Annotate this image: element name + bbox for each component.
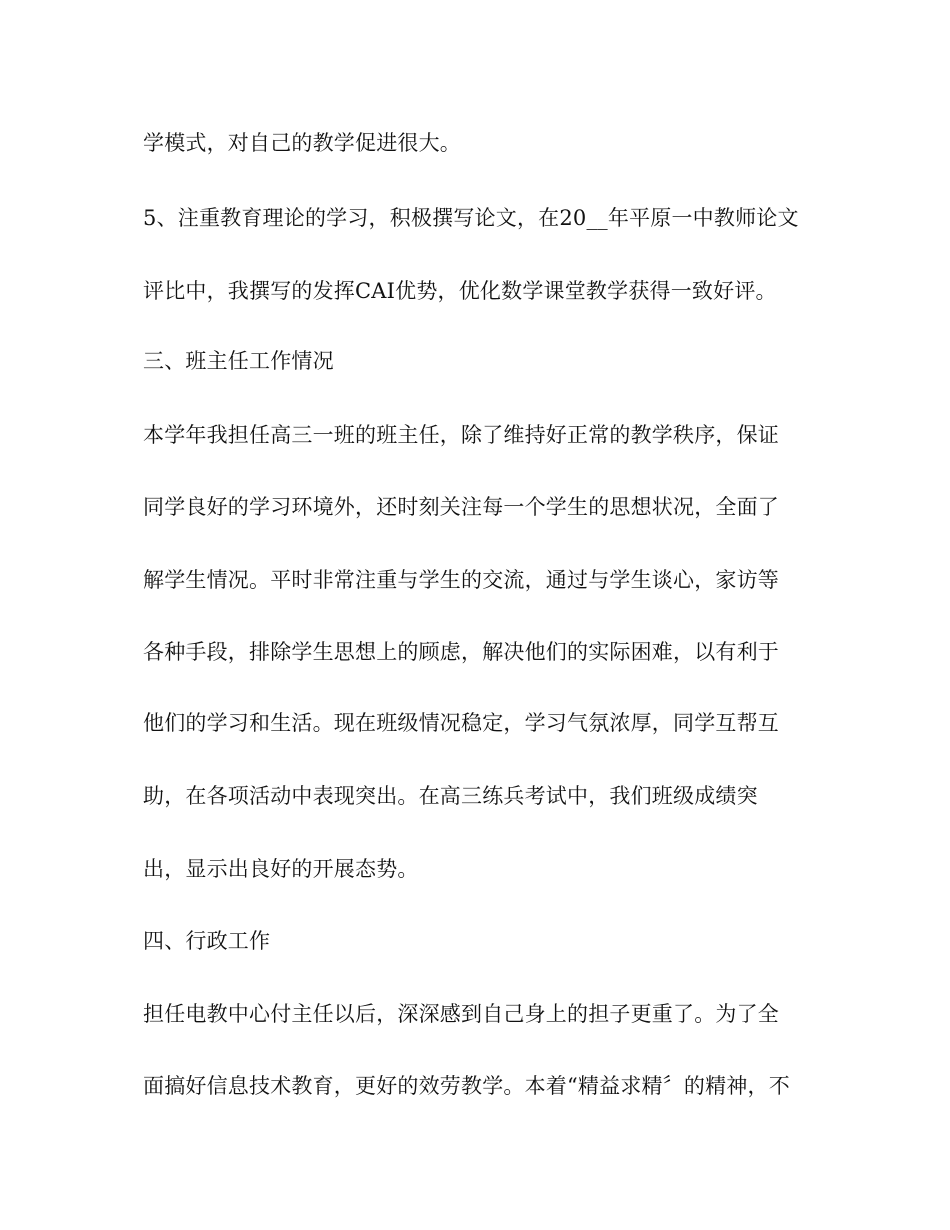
text-line: 出，显示出良好的开展态势。 <box>143 857 419 881</box>
text-line: 各种手段，排除学生思想上的顾虑，解决他们的实际困难，以有利于 <box>143 640 779 664</box>
text-line: 解学生情况。平时非常注重与学生的交流，通过与学生谈心，家访等 <box>143 568 779 592</box>
section-heading: 三、班主任工作情况 <box>143 349 334 373</box>
text-line: 面搞好信息技术教育，更好的效劳教学。本着“精益求精〞的精神，不 <box>143 1074 790 1098</box>
text-line: 评比中，我撰写的发挥CAI优势，优化数学课堂教学获得一致好评。 <box>143 279 777 303</box>
text-line: 本学年我担任高三一班的班主任，除了维持好正常的教学秩序，保证 <box>143 423 779 447</box>
text-line: 5、注重教育理论的学习，积极撰写论文，在20__年平原一中教师论文 <box>143 206 799 230</box>
text-line: 担任电教中心付主任以后，深深感到自己身上的担子更重了。为了全 <box>143 1002 779 1026</box>
text-line: 他们的学习和生活。现在班级情况稳定，学习气氛浓厚，同学互帮互 <box>143 711 779 735</box>
text-line: 学模式，对自己的教学促进很大。 <box>143 131 461 155</box>
text-line: 助，在各项活动中表现突出。在高三练兵考试中，我们班级成绩突 <box>143 784 758 808</box>
section-heading: 四、行政工作 <box>143 929 271 953</box>
text-line: 同学良好的学习环境外，还时刻关注每一个学生的思想状况，全面了 <box>143 495 779 519</box>
